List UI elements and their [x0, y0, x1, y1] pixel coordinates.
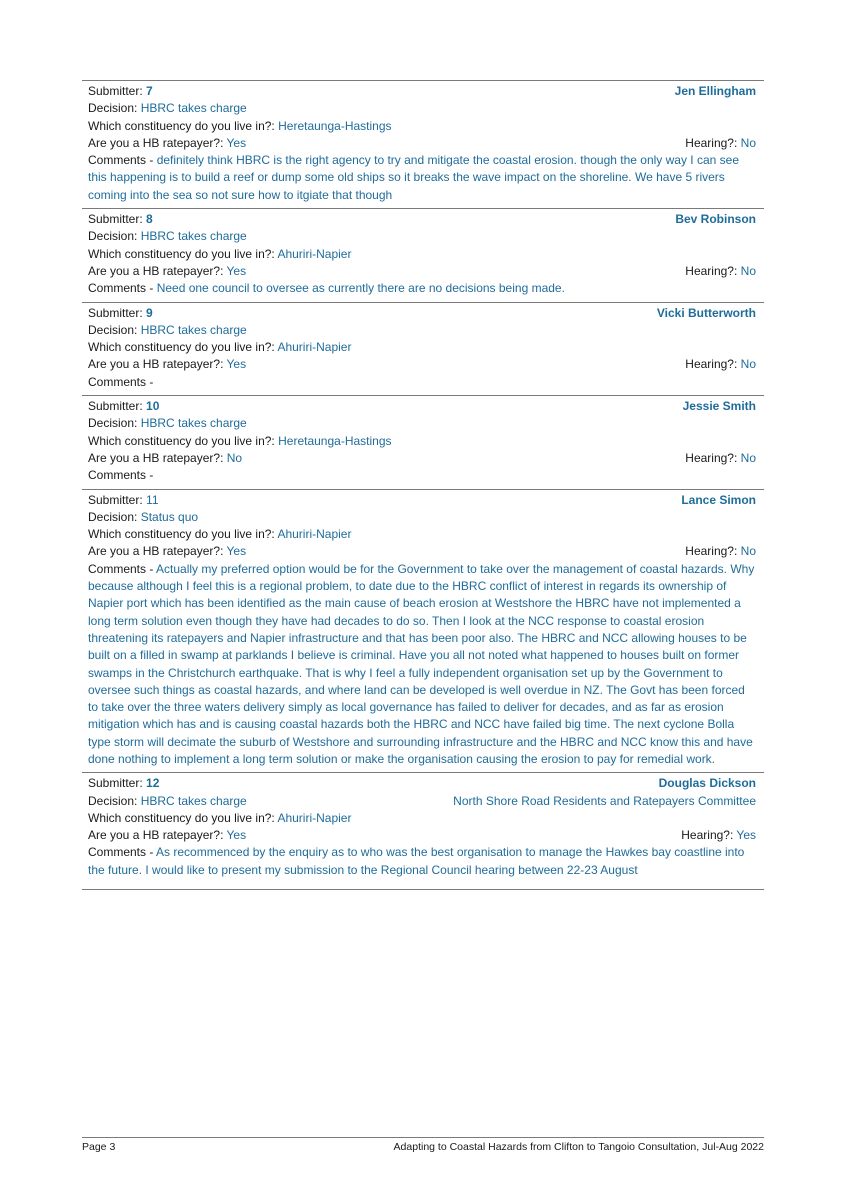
comments-label: Comments - — [88, 561, 157, 576]
document-title: Adapting to Coastal Hazards from Clifton to Tangoio Consultation, Jul-Aug 2022 — [393, 1141, 764, 1153]
comments-text: Need one council to oversee as currently there are no decisions being made. — [156, 281, 565, 296]
constituency-label: Which constituency do you live in?: — [88, 527, 278, 542]
decision-label: Decision: — [88, 229, 141, 244]
submission-record — [82, 395, 764, 488]
hearing-label: Hearing?: — [681, 828, 737, 843]
constituency-label: Which constituency do you live in?: — [88, 433, 279, 448]
decision-line — [88, 509, 756, 526]
decision-line — [88, 228, 756, 245]
submitter-number: 7 — [146, 84, 153, 98]
decision-line — [88, 415, 756, 432]
decision-value: HBRC takes charge — [140, 793, 247, 808]
ratepayer-line — [88, 135, 756, 152]
decision-line — [88, 793, 756, 810]
ratepayer-label: Are you a HB ratepayer?: — [88, 450, 227, 465]
ratepayer-value: Yes — [226, 544, 247, 559]
page-number: Page 3 — [82, 1141, 116, 1153]
submitter-number: 11 — [146, 492, 159, 507]
submission-record — [82, 772, 764, 890]
submitter-name: Jessie Smith — [682, 399, 756, 414]
submitter-line — [88, 83, 756, 100]
constituency-line — [88, 339, 756, 356]
organisation-name: North Shore Road Residents and Ratepayers Committee — [453, 793, 756, 808]
constituency-label: Which constituency do you live in?: — [88, 118, 279, 133]
hearing-label: Hearing?: — [685, 135, 741, 150]
submitter-number: 9 — [146, 305, 153, 320]
ratepayer-line — [88, 543, 756, 560]
page-footer — [82, 1137, 764, 1153]
submitter-line — [88, 492, 756, 509]
submitter-line — [88, 775, 756, 792]
submission-record — [82, 302, 764, 395]
hearing-label: Hearing?: — [685, 450, 741, 465]
ratepayer-line — [88, 450, 756, 467]
hearing-value: No — [740, 544, 756, 559]
comments-block — [88, 844, 756, 885]
ratepayer-value: Yes — [226, 135, 247, 150]
constituency-label: Which constituency do you live in?: — [88, 340, 278, 355]
submitter-name: Lance Simon — [681, 492, 756, 507]
decision-value: HBRC takes charge — [140, 101, 247, 116]
ratepayer-label: Are you a HB ratepayer?: — [88, 828, 227, 843]
hearing-label: Hearing?: — [685, 544, 741, 559]
decision-value: HBRC takes charge — [140, 229, 247, 244]
submitter-number: 12 — [146, 776, 160, 791]
constituency-line — [88, 118, 756, 135]
comments-block — [88, 561, 756, 769]
ratepayer-value: Yes — [226, 357, 247, 372]
ratepayer-line — [88, 827, 756, 844]
decision-label: Decision: — [88, 322, 141, 337]
constituency-label: Which constituency do you live in?: — [88, 810, 278, 825]
hearing-value: No — [740, 450, 756, 465]
hearing-label: Hearing?: — [685, 263, 741, 278]
submissions-list — [82, 80, 764, 890]
submitter-number: 8 — [146, 212, 153, 227]
ratepayer-label: Are you a HB ratepayer?: — [88, 263, 227, 278]
constituency-value: Ahuriri-Napier — [277, 246, 352, 261]
constituency-value: Heretaunga-Hastings — [278, 118, 392, 133]
comments-label: Comments - — [88, 281, 157, 296]
submitter-name: Jen Ellingham — [674, 84, 756, 98]
submitter-label: Submitter: — [88, 492, 147, 507]
decision-line — [88, 100, 756, 117]
hearing-value: No — [740, 357, 756, 372]
hearing-label: Hearing?: — [685, 357, 741, 372]
comments-label: Comments - — [88, 153, 157, 168]
comments-label: Comments - — [88, 845, 157, 860]
submitter-label: Submitter: — [88, 399, 147, 414]
decision-label: Decision: — [88, 793, 141, 808]
constituency-line — [88, 526, 756, 543]
submitter-name: Vicki Butterworth — [656, 305, 756, 320]
hearing-value: No — [740, 263, 756, 278]
decision-label: Decision: — [88, 509, 141, 524]
comments-block — [88, 152, 756, 204]
comments-block — [88, 374, 756, 391]
comments-label: Comments - — [88, 468, 154, 483]
submitter-line — [88, 211, 756, 228]
constituency-value: Ahuriri-Napier — [277, 527, 352, 542]
ratepayer-value: Yes — [226, 828, 247, 843]
decision-line — [88, 322, 756, 339]
ratepayer-line — [88, 263, 756, 280]
submission-record — [82, 208, 764, 301]
submitter-name: Douglas Dickson — [658, 776, 756, 791]
decision-label: Decision: — [88, 416, 141, 431]
submitter-label: Submitter: — [88, 84, 147, 98]
submitter-label: Submitter: — [88, 776, 147, 791]
hearing-value: No — [740, 135, 756, 150]
ratepayer-value: Yes — [226, 263, 247, 278]
constituency-value: Ahuriri-Napier — [277, 810, 352, 825]
submitter-number: 10 — [146, 399, 160, 414]
comments-text: As recommenced by the enquiry as to who was the best organisation to manage the Hawkes bay coastline into the future. I would like to present my submission to the Regional Council hearing between 22-23 August — [88, 845, 745, 877]
submitter-label: Submitter: — [88, 212, 147, 227]
constituency-line — [88, 433, 756, 450]
comments-label: Comments - — [88, 374, 154, 389]
ratepayer-line — [88, 356, 756, 373]
comments-text: definitely think HBRC is the right agency to try and mitigate the coastal erosion. though the only way I can see this happening is to build a reef or dump some old ships so it breaks the wave impact on the shoreline. We have 5 rivers coming into the sea so not sure how to itgiate that though — [88, 153, 740, 202]
ratepayer-label: Are you a HB ratepayer?: — [88, 357, 227, 372]
constituency-value: Ahuriri-Napier — [277, 340, 352, 355]
hearing-value: Yes — [736, 828, 756, 843]
constituency-value: Heretaunga-Hastings — [278, 433, 392, 448]
decision-label: Decision: — [88, 101, 141, 116]
constituency-line — [88, 810, 756, 827]
decision-value: HBRC takes charge — [140, 416, 247, 431]
decision-value: Status quo — [140, 509, 199, 524]
submitter-name: Bev Robinson — [675, 212, 756, 227]
constituency-label: Which constituency do you live in?: — [88, 246, 278, 261]
comments-text: Actually my preferred option would be for the Government to take over the management of coastal hazards. Why because although I feel this is a regional problem, to date due to the HBRC conflict of interest in regards its ownership of Napier port which has been identified as the main cause of beach erosion at Westshore the HBRC have not implemented a long term solution even though they have had decades to do so. Then I look at the NCC response to coastal erosion threatening its ratepayers and Napier infrastructure and that has been poor also. The HBRC and NCC allowing houses to be built on a filled in swamp at parklands I believe is criminal. Have you all not noted what happened to houses built on former swamps in the Christchurch earthquake. That is why I feel a fully independent organisation set up by the Government to oversee such things as coastal hazards, and where land can be developed is well overdue in NZ. The Govt has been forced to take over the three waters delivery simply as local governance has failed to deliver for decades, and as far as erosion mitigation which has and is causing coastal hazards both the HBRC and NCC have failed big time. The next cyclone Bolla type storm will decimate the suburb of Westshore and surrounding infrastructure and the HBRC and NCC know this and have done nothing to implement a long term solution or make the organisation causing the erosion to pay for remedial work. — [88, 561, 755, 766]
submitter-label: Submitter: — [88, 305, 147, 320]
submitter-line — [88, 398, 756, 415]
comments-block — [88, 467, 756, 484]
submission-record — [82, 489, 764, 773]
submitter-line — [88, 305, 756, 322]
comments-block — [88, 280, 756, 297]
constituency-line — [88, 246, 756, 263]
submission-record — [82, 80, 764, 208]
ratepayer-label: Are you a HB ratepayer?: — [88, 135, 227, 150]
decision-value: HBRC takes charge — [140, 322, 247, 337]
ratepayer-label: Are you a HB ratepayer?: — [88, 544, 227, 559]
ratepayer-value: No — [226, 450, 243, 465]
